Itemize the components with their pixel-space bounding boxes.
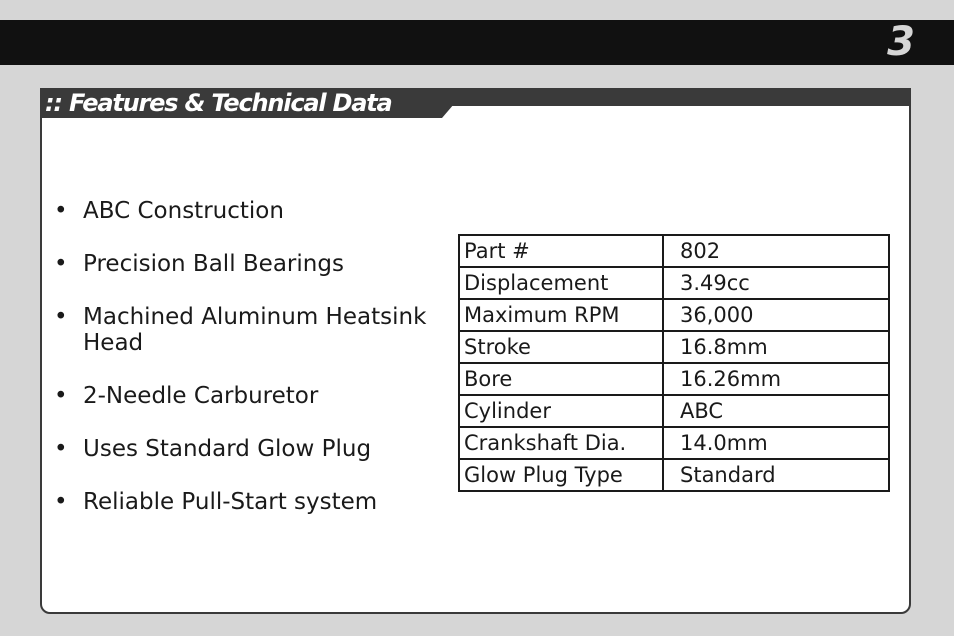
spec-label: Part # bbox=[459, 235, 663, 267]
feature-item bbox=[54, 304, 434, 356]
section-title: :: Features & Technical Data bbox=[45, 89, 392, 117]
feature-text: ABC Construction bbox=[83, 198, 284, 224]
feature-item bbox=[54, 436, 434, 462]
spec-value: ABC bbox=[663, 395, 889, 427]
spec-value: 802 bbox=[663, 235, 889, 267]
spec-value: 16.8mm bbox=[663, 331, 889, 363]
bullet-icon: • bbox=[54, 436, 68, 462]
bullet-icon: • bbox=[54, 198, 68, 224]
spec-label: Cylinder bbox=[459, 395, 663, 427]
header-tab bbox=[42, 90, 442, 118]
spec-label: Maximum RPM bbox=[459, 299, 663, 331]
table-row bbox=[459, 267, 889, 299]
table-row bbox=[459, 395, 889, 427]
bullet-icon: • bbox=[54, 383, 68, 409]
features-panel bbox=[40, 88, 911, 614]
page-number: 3 bbox=[887, 19, 914, 65]
feature-text: Precision Ball Bearings bbox=[83, 251, 344, 277]
feature-item bbox=[54, 251, 434, 277]
spec-label: Crankshaft Dia. bbox=[459, 427, 663, 459]
top-bar bbox=[0, 20, 954, 65]
bullet-icon: • bbox=[54, 304, 68, 330]
spec-value: 16.26mm bbox=[663, 363, 889, 395]
spec-label: Glow Plug Type bbox=[459, 459, 663, 491]
bullet-icon: • bbox=[54, 251, 68, 277]
spec-label: Bore bbox=[459, 363, 663, 395]
feature-text: Reliable Pull-Start system bbox=[83, 489, 378, 515]
spec-label: Stroke bbox=[459, 331, 663, 363]
feature-item bbox=[54, 198, 434, 224]
table-row bbox=[459, 363, 889, 395]
spec-table bbox=[458, 234, 890, 492]
spec-value: 36,000 bbox=[663, 299, 889, 331]
table-row bbox=[459, 427, 889, 459]
feature-item bbox=[54, 489, 434, 515]
spec-value: 3.49cc bbox=[663, 267, 889, 299]
features-list bbox=[54, 198, 434, 542]
spec-label: Displacement bbox=[459, 267, 663, 299]
feature-text: Machined Aluminum Heatsink Head bbox=[83, 304, 427, 356]
table-row bbox=[459, 459, 889, 491]
table-row bbox=[459, 331, 889, 363]
bullet-icon: • bbox=[54, 489, 68, 515]
feature-text: Uses Standard Glow Plug bbox=[83, 436, 372, 462]
spec-value: 14.0mm bbox=[663, 427, 889, 459]
table-row bbox=[459, 235, 889, 267]
feature-text: 2-Needle Carburetor bbox=[83, 383, 319, 409]
spec-value: Standard bbox=[663, 459, 889, 491]
feature-item bbox=[54, 383, 434, 409]
table-row bbox=[459, 299, 889, 331]
